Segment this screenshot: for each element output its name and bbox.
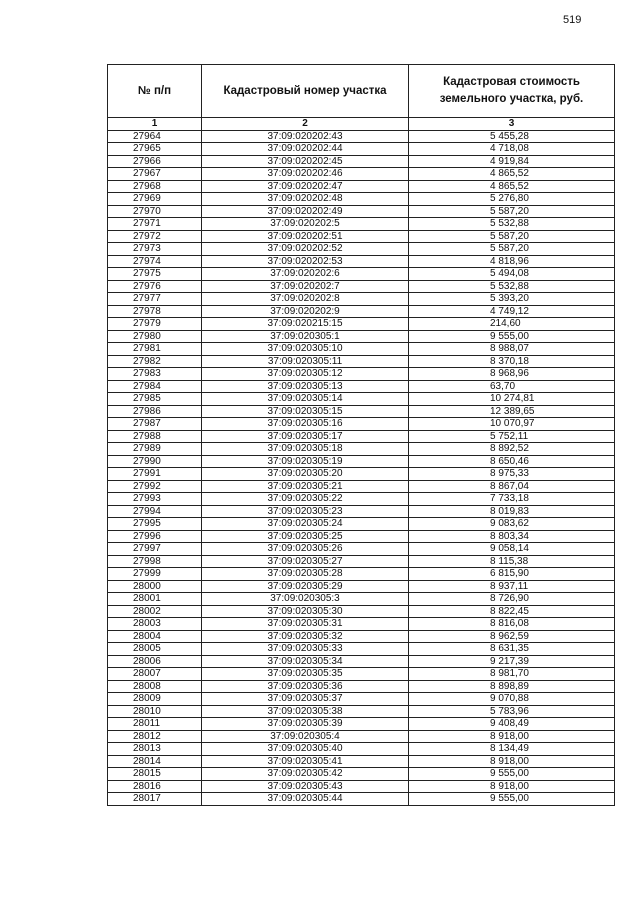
cadastral-number-cell: 37:09:020202:47 bbox=[202, 180, 409, 193]
cadastral-number-cell: 37:09:020305:35 bbox=[202, 668, 409, 681]
table-row bbox=[108, 418, 615, 431]
row-number-cell: 27989 bbox=[108, 443, 202, 456]
row-number-cell: 27984 bbox=[108, 380, 202, 393]
row-number-cell: 28010 bbox=[108, 705, 202, 718]
table-row bbox=[108, 368, 615, 381]
row-number-cell: 27968 bbox=[108, 180, 202, 193]
table-row bbox=[108, 143, 615, 156]
cadastral-number-cell: 37:09:020202:48 bbox=[202, 193, 409, 206]
cadastral-number-cell: 37:09:020305:28 bbox=[202, 568, 409, 581]
column-index-2: 2 bbox=[202, 118, 409, 131]
cadastral-value-cell: 9 217,39 bbox=[409, 655, 615, 668]
table-body bbox=[108, 118, 615, 806]
table-row bbox=[108, 605, 615, 618]
row-number-cell: 27995 bbox=[108, 518, 202, 531]
table-row bbox=[108, 205, 615, 218]
cadastral-number-cell: 37:09:020305:16 bbox=[202, 418, 409, 431]
row-number-cell: 28008 bbox=[108, 680, 202, 693]
table-row bbox=[108, 293, 615, 306]
cadastral-value-cell: 8 981,70 bbox=[409, 668, 615, 681]
cadastral-value-cell: 4 865,52 bbox=[409, 180, 615, 193]
table-row bbox=[108, 330, 615, 343]
cadastral-number-cell: 37:09:020202:44 bbox=[202, 143, 409, 156]
table-row bbox=[108, 130, 615, 143]
table-row bbox=[108, 793, 615, 806]
cadastral-value-cell: 8 892,52 bbox=[409, 443, 615, 456]
cadastral-value-cell: 214,60 bbox=[409, 318, 615, 331]
row-number-cell: 27990 bbox=[108, 455, 202, 468]
cadastral-number-cell: 37:09:020202:45 bbox=[202, 155, 409, 168]
row-number-cell: 27971 bbox=[108, 218, 202, 231]
row-number-cell: 28003 bbox=[108, 618, 202, 631]
row-number-cell: 27975 bbox=[108, 268, 202, 281]
table-row bbox=[108, 518, 615, 531]
row-number-cell: 28005 bbox=[108, 643, 202, 656]
row-number-cell: 27988 bbox=[108, 430, 202, 443]
row-number-cell: 28000 bbox=[108, 580, 202, 593]
row-number-cell: 27966 bbox=[108, 155, 202, 168]
cadastral-value-cell: 9 408,49 bbox=[409, 718, 615, 731]
table-row bbox=[108, 730, 615, 743]
cadastral-value-cell: 8 816,08 bbox=[409, 618, 615, 631]
cadastral-value-cell: 8 803,34 bbox=[409, 530, 615, 543]
cadastral-value-cell: 63,70 bbox=[409, 380, 615, 393]
cadastral-value-cell: 8 975,33 bbox=[409, 468, 615, 481]
row-number-cell: 27993 bbox=[108, 493, 202, 506]
cadastral-value-cell: 8 968,96 bbox=[409, 368, 615, 381]
cadastral-number-cell: 37:09:020202:46 bbox=[202, 168, 409, 181]
cadastral-number-cell: 37:09:020305:24 bbox=[202, 518, 409, 531]
cadastral-number-cell: 37:09:020305:27 bbox=[202, 555, 409, 568]
cadastral-number-cell: 37:09:020202:6 bbox=[202, 268, 409, 281]
cadastral-number-cell: 37:09:020202:49 bbox=[202, 205, 409, 218]
table-row bbox=[108, 680, 615, 693]
cadastral-value-cell: 9 083,62 bbox=[409, 518, 615, 531]
cadastral-value-cell: 5 587,20 bbox=[409, 243, 615, 256]
table-row bbox=[108, 393, 615, 406]
cadastral-value-cell: 8 898,89 bbox=[409, 680, 615, 693]
table-row bbox=[108, 743, 615, 756]
table-row bbox=[108, 355, 615, 368]
row-number-cell: 27985 bbox=[108, 393, 202, 406]
column-index-1: 1 bbox=[108, 118, 202, 131]
cadastral-value-cell: 5 532,88 bbox=[409, 280, 615, 293]
cadastral-value-cell: 8 988,07 bbox=[409, 343, 615, 356]
table-row bbox=[108, 180, 615, 193]
cadastral-value-cell: 5 455,28 bbox=[409, 130, 615, 143]
row-number-cell: 28011 bbox=[108, 718, 202, 731]
table-row bbox=[108, 380, 615, 393]
table-row bbox=[108, 430, 615, 443]
cadastral-value-cell: 12 389,65 bbox=[409, 405, 615, 418]
cadastral-value-cell: 5 587,20 bbox=[409, 205, 615, 218]
cadastral-value-cell: 5 783,96 bbox=[409, 705, 615, 718]
table-row bbox=[108, 155, 615, 168]
table-row bbox=[108, 555, 615, 568]
table-row bbox=[108, 505, 615, 518]
cadastral-value-cell: 8 918,00 bbox=[409, 780, 615, 793]
row-number-cell: 28017 bbox=[108, 793, 202, 806]
cadastral-value-table bbox=[107, 64, 615, 806]
table-row bbox=[108, 280, 615, 293]
table-row bbox=[108, 268, 615, 281]
header-row-number: № п/п bbox=[108, 65, 202, 118]
column-index-3: 3 bbox=[409, 118, 615, 131]
cadastral-value-cell: 5 752,11 bbox=[409, 430, 615, 443]
row-number-cell: 28001 bbox=[108, 593, 202, 606]
row-number-cell: 27983 bbox=[108, 368, 202, 381]
row-number-cell: 28004 bbox=[108, 630, 202, 643]
cadastral-number-cell: 37:09:020305:26 bbox=[202, 543, 409, 556]
cadastral-number-cell: 37:09:020305:22 bbox=[202, 493, 409, 506]
cadastral-number-cell: 37:09:020305:23 bbox=[202, 505, 409, 518]
cadastral-number-cell: 37:09:020305:40 bbox=[202, 743, 409, 756]
cadastral-number-cell: 37:09:020202:9 bbox=[202, 305, 409, 318]
cadastral-number-cell: 37:09:020305:10 bbox=[202, 343, 409, 356]
cadastral-number-cell: 37:09:020202:5 bbox=[202, 218, 409, 231]
cadastral-value-cell: 4 865,52 bbox=[409, 168, 615, 181]
cadastral-value-cell: 8 937,11 bbox=[409, 580, 615, 593]
cadastral-value-cell: 8 115,38 bbox=[409, 555, 615, 568]
cadastral-number-cell: 37:09:020305:29 bbox=[202, 580, 409, 593]
row-number-cell: 27999 bbox=[108, 568, 202, 581]
table-row bbox=[108, 443, 615, 456]
row-number-cell: 27976 bbox=[108, 280, 202, 293]
cadastral-value-cell: 5 587,20 bbox=[409, 230, 615, 243]
table-row bbox=[108, 643, 615, 656]
cadastral-number-cell: 37:09:020305:1 bbox=[202, 330, 409, 343]
table-row bbox=[108, 655, 615, 668]
cadastral-number-cell: 37:09:020305:33 bbox=[202, 643, 409, 656]
table-row bbox=[108, 568, 615, 581]
cadastral-value-cell: 8 918,00 bbox=[409, 730, 615, 743]
table-row bbox=[108, 618, 615, 631]
table-row bbox=[108, 168, 615, 181]
cadastral-number-cell: 37:09:020305:38 bbox=[202, 705, 409, 718]
table-row bbox=[108, 305, 615, 318]
row-number-cell: 27978 bbox=[108, 305, 202, 318]
cadastral-value-cell: 7 733,18 bbox=[409, 493, 615, 506]
row-number-cell: 27965 bbox=[108, 143, 202, 156]
row-number-cell: 28016 bbox=[108, 780, 202, 793]
cadastral-value-cell: 8 962,59 bbox=[409, 630, 615, 643]
table-row bbox=[108, 405, 615, 418]
row-number-cell: 27982 bbox=[108, 355, 202, 368]
row-number-cell: 28002 bbox=[108, 605, 202, 618]
cadastral-value-cell: 9 555,00 bbox=[409, 768, 615, 781]
cadastral-value-cell: 9 555,00 bbox=[409, 330, 615, 343]
cadastral-number-cell: 37:09:020202:52 bbox=[202, 243, 409, 256]
cadastral-value-cell: 4 919,84 bbox=[409, 155, 615, 168]
cadastral-number-cell: 37:09:020305:31 bbox=[202, 618, 409, 631]
cadastral-number-cell: 37:09:020305:3 bbox=[202, 593, 409, 606]
table-row bbox=[108, 193, 615, 206]
cadastral-number-cell: 37:09:020215:15 bbox=[202, 318, 409, 331]
cadastral-value-cell: 8 134,49 bbox=[409, 743, 615, 756]
row-number-cell: 28007 bbox=[108, 668, 202, 681]
table-row bbox=[108, 543, 615, 556]
cadastral-number-cell: 37:09:020305:12 bbox=[202, 368, 409, 381]
cadastral-value-cell: 5 393,20 bbox=[409, 293, 615, 306]
cadastral-number-cell: 37:09:020305:14 bbox=[202, 393, 409, 406]
cadastral-number-cell: 37:09:020305:11 bbox=[202, 355, 409, 368]
cadastral-value-cell: 8 867,04 bbox=[409, 480, 615, 493]
row-number-cell: 28015 bbox=[108, 768, 202, 781]
cadastral-number-cell: 37:09:020305:39 bbox=[202, 718, 409, 731]
row-number-cell: 28009 bbox=[108, 693, 202, 706]
cadastral-value-cell: 8 019,83 bbox=[409, 505, 615, 518]
table-row bbox=[108, 480, 615, 493]
cadastral-number-cell: 37:09:020305:25 bbox=[202, 530, 409, 543]
cadastral-number-cell: 37:09:020305:4 bbox=[202, 730, 409, 743]
cadastral-value-cell: 9 058,14 bbox=[409, 543, 615, 556]
cadastral-number-cell: 37:09:020305:44 bbox=[202, 793, 409, 806]
row-number-cell: 27994 bbox=[108, 505, 202, 518]
header-cadastral-number: Кадастровый номер участка bbox=[202, 65, 409, 118]
row-number-cell: 27998 bbox=[108, 555, 202, 568]
table-row bbox=[108, 630, 615, 643]
cadastral-value-cell: 9 555,00 bbox=[409, 793, 615, 806]
row-number-cell: 27977 bbox=[108, 293, 202, 306]
table-row bbox=[108, 705, 615, 718]
cadastral-number-cell: 37:09:020202:8 bbox=[202, 293, 409, 306]
row-number-cell: 27987 bbox=[108, 418, 202, 431]
cadastral-value-cell: 5 276,80 bbox=[409, 193, 615, 206]
table-header bbox=[108, 65, 615, 118]
cadastral-value-cell: 8 631,35 bbox=[409, 643, 615, 656]
cadastral-value-cell: 8 370,18 bbox=[409, 355, 615, 368]
row-number-cell: 27969 bbox=[108, 193, 202, 206]
table-row bbox=[108, 668, 615, 681]
cadastral-number-cell: 37:09:020305:20 bbox=[202, 468, 409, 481]
cadastral-number-cell: 37:09:020202:7 bbox=[202, 280, 409, 293]
table-row bbox=[108, 468, 615, 481]
row-number-cell: 27967 bbox=[108, 168, 202, 181]
table-row bbox=[108, 755, 615, 768]
table-row bbox=[108, 493, 615, 506]
cadastral-number-cell: 37:09:020202:43 bbox=[202, 130, 409, 143]
cadastral-number-cell: 37:09:020305:32 bbox=[202, 630, 409, 643]
cadastral-number-cell: 37:09:020202:51 bbox=[202, 230, 409, 243]
table-row bbox=[108, 580, 615, 593]
cadastral-number-cell: 37:09:020202:53 bbox=[202, 255, 409, 268]
row-number-cell: 28013 bbox=[108, 743, 202, 756]
cadastral-number-cell: 37:09:020305:34 bbox=[202, 655, 409, 668]
cadastral-number-cell: 37:09:020305:15 bbox=[202, 405, 409, 418]
cadastral-value-cell: 6 815,90 bbox=[409, 568, 615, 581]
cadastral-value-cell: 8 650,46 bbox=[409, 455, 615, 468]
cadastral-number-cell: 37:09:020305:21 bbox=[202, 480, 409, 493]
header-cadastral-value: Кадастровая стоимость земельного участка, руб. bbox=[409, 65, 615, 118]
cadastral-number-cell: 37:09:020305:17 bbox=[202, 430, 409, 443]
cadastral-value-cell: 8 918,00 bbox=[409, 755, 615, 768]
row-number-cell: 28014 bbox=[108, 755, 202, 768]
cadastral-number-cell: 37:09:020305:19 bbox=[202, 455, 409, 468]
row-number-cell: 27981 bbox=[108, 343, 202, 356]
row-number-cell: 27979 bbox=[108, 318, 202, 331]
table-row bbox=[108, 318, 615, 331]
cadastral-number-cell: 37:09:020305:41 bbox=[202, 755, 409, 768]
row-number-cell: 27992 bbox=[108, 480, 202, 493]
row-number-cell: 27996 bbox=[108, 530, 202, 543]
table-row bbox=[108, 780, 615, 793]
cadastral-number-cell: 37:09:020305:30 bbox=[202, 605, 409, 618]
page-number: 519 bbox=[563, 14, 582, 26]
table-row bbox=[108, 693, 615, 706]
header-row bbox=[108, 65, 615, 118]
cadastral-number-cell: 37:09:020305:43 bbox=[202, 780, 409, 793]
row-number-cell: 28012 bbox=[108, 730, 202, 743]
cadastral-number-cell: 37:09:020305:36 bbox=[202, 680, 409, 693]
cadastral-value-cell: 4 749,12 bbox=[409, 305, 615, 318]
table-row bbox=[108, 218, 615, 231]
table-row bbox=[108, 343, 615, 356]
row-number-cell: 27970 bbox=[108, 205, 202, 218]
cadastral-number-cell: 37:09:020305:13 bbox=[202, 380, 409, 393]
table-row bbox=[108, 243, 615, 256]
cadastral-number-cell: 37:09:020305:18 bbox=[202, 443, 409, 456]
row-number-cell: 27980 bbox=[108, 330, 202, 343]
table-row bbox=[108, 768, 615, 781]
cadastral-number-cell: 37:09:020305:42 bbox=[202, 768, 409, 781]
cadastral-value-cell: 5 494,08 bbox=[409, 268, 615, 281]
cadastral-value-cell: 8 822,45 bbox=[409, 605, 615, 618]
row-number-cell: 27986 bbox=[108, 405, 202, 418]
table-row bbox=[108, 230, 615, 243]
row-number-cell: 27973 bbox=[108, 243, 202, 256]
cadastral-value-cell: 5 532,88 bbox=[409, 218, 615, 231]
table-row bbox=[108, 530, 615, 543]
cadastral-value-cell: 9 070,88 bbox=[409, 693, 615, 706]
cadastral-value-cell: 10 274,81 bbox=[409, 393, 615, 406]
row-number-cell: 27991 bbox=[108, 468, 202, 481]
column-index-row bbox=[108, 118, 615, 131]
row-number-cell: 27964 bbox=[108, 130, 202, 143]
row-number-cell: 27972 bbox=[108, 230, 202, 243]
row-number-cell: 27974 bbox=[108, 255, 202, 268]
cadastral-value-cell: 4 718,08 bbox=[409, 143, 615, 156]
cadastral-value-cell: 8 726,90 bbox=[409, 593, 615, 606]
cadastral-value-cell: 10 070,97 bbox=[409, 418, 615, 431]
table-row bbox=[108, 718, 615, 731]
table-row bbox=[108, 255, 615, 268]
cadastral-number-cell: 37:09:020305:37 bbox=[202, 693, 409, 706]
table-row bbox=[108, 455, 615, 468]
table-row bbox=[108, 593, 615, 606]
cadastral-value-cell: 4 818,96 bbox=[409, 255, 615, 268]
row-number-cell: 27997 bbox=[108, 543, 202, 556]
row-number-cell: 28006 bbox=[108, 655, 202, 668]
